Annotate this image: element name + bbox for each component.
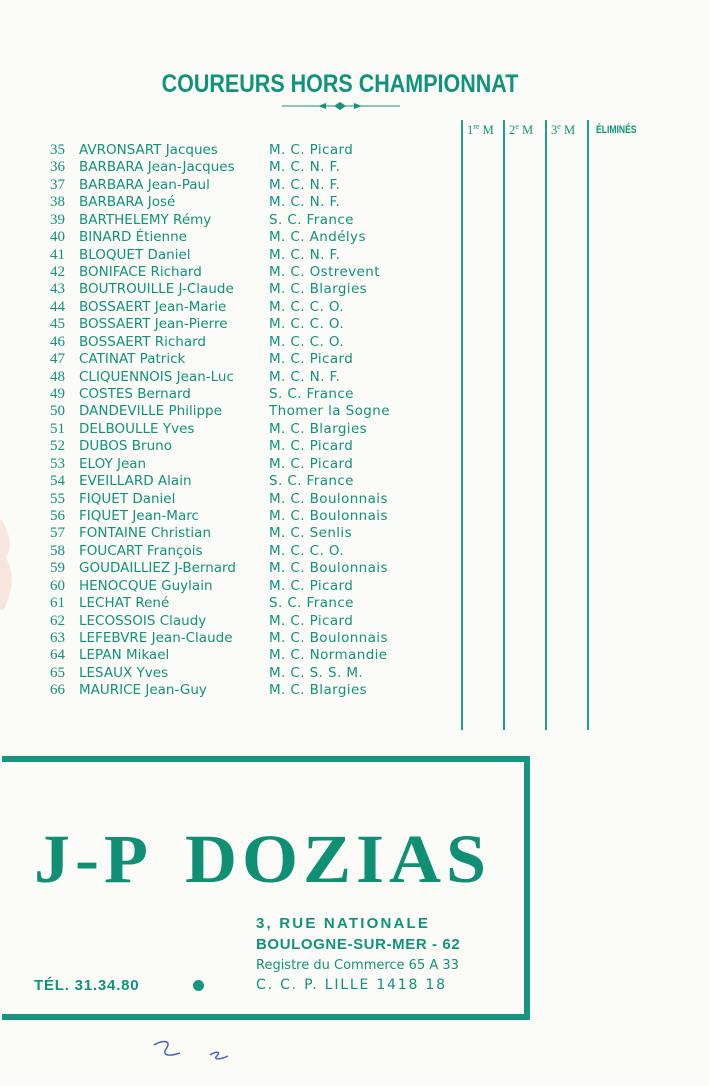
rider-name: EVEILLARD Alain bbox=[79, 473, 192, 490]
rider-number: 42 bbox=[50, 264, 65, 280]
rider-club: M. C. N. F. bbox=[269, 159, 341, 176]
rider-club: M. C. N. F. bbox=[269, 246, 341, 263]
advertiser-postal-account: C. C. P. LILLE 1418 18 bbox=[256, 977, 447, 993]
rider-number: 38 bbox=[50, 194, 65, 211]
rider-name: FONTAINE Christian bbox=[79, 525, 212, 542]
rider-number: 65 bbox=[50, 664, 65, 681]
rider-name: FOUCART François bbox=[79, 542, 203, 559]
rider-club: Thomer la Sogne bbox=[269, 403, 390, 420]
rider-number: 47 bbox=[50, 351, 65, 368]
rider-number: 41 bbox=[50, 246, 65, 263]
rider-number: 51 bbox=[50, 420, 65, 437]
rider-name: BOSSAERT Richard bbox=[79, 333, 207, 350]
rider-name: LECHAT René bbox=[79, 595, 170, 612]
rider-club: M. C. Blargies bbox=[269, 281, 368, 298]
rider-number: 46 bbox=[50, 333, 65, 350]
rider-number: 63 bbox=[50, 630, 65, 647]
rider-name: DUBOS Bruno bbox=[79, 438, 172, 455]
rider-number: 40 bbox=[50, 229, 65, 246]
column-header-first-heat: 1re M bbox=[467, 122, 494, 138]
rider-number: 55 bbox=[50, 490, 65, 507]
rider-club: M. C. Boulonnais bbox=[269, 508, 388, 525]
rider-name: FIQUET Jean-Marc bbox=[79, 508, 199, 525]
rider-number: 58 bbox=[50, 542, 65, 559]
rider-number: 57 bbox=[50, 525, 65, 542]
rider-name: BLOQUET Daniel bbox=[79, 246, 191, 263]
rider-number: 60 bbox=[50, 577, 65, 594]
rider-number: 44 bbox=[50, 298, 65, 315]
rider-club: M. C. Boulonnais bbox=[269, 630, 388, 647]
rider-number: 49 bbox=[50, 386, 65, 403]
rider-name: DELBOULLE Yves bbox=[79, 420, 195, 437]
rider-name: CATINAT Patrick bbox=[79, 351, 186, 368]
rider-number: 52 bbox=[50, 438, 65, 455]
rider-club: M. C. C. O. bbox=[269, 316, 345, 333]
rider-name: LEFEBVRE Jean-Claude bbox=[79, 630, 233, 647]
title-underline-ornament bbox=[282, 100, 400, 112]
rider-number: 61 bbox=[50, 595, 65, 612]
rider-number: 37 bbox=[50, 176, 65, 193]
rider-name: ELOY Jean bbox=[79, 455, 147, 472]
advertiser-city: BOULOGNE-SUR-MER - 62 bbox=[256, 936, 461, 953]
rider-club: M. C. Picard bbox=[269, 612, 354, 629]
advertiser-street: 3, RUE NATIONALE bbox=[256, 915, 431, 932]
rider-club: S. C. France bbox=[269, 595, 354, 612]
rider-club: M. C. N. F. bbox=[269, 368, 341, 385]
paper-stain bbox=[0, 520, 22, 610]
rider-number: 64 bbox=[50, 647, 65, 664]
rider-club: M. C. Picard bbox=[269, 351, 354, 368]
page-title: COUREURS HORS CHAMPIONNAT bbox=[161, 70, 519, 98]
column-divider bbox=[503, 120, 505, 730]
rider-number: 56 bbox=[50, 508, 65, 525]
rider-club: M. C. Picard bbox=[269, 455, 354, 472]
rider-name: LECOSSOIS Claudy bbox=[79, 612, 207, 629]
rider-name: HENOCQUE Guylain bbox=[79, 577, 213, 594]
rider-name: BOUTROUILLE J-Claude bbox=[79, 281, 234, 298]
rider-club: M. C. C. O. bbox=[269, 542, 345, 559]
rider-number: 45 bbox=[50, 316, 65, 333]
rider-number: 36 bbox=[50, 159, 65, 176]
rider-name: GOUDAILLIEZ J-Bernard bbox=[79, 560, 236, 577]
column-divider bbox=[461, 120, 463, 730]
rider-club: M. C. N. F. bbox=[269, 176, 341, 193]
advertiser-phone: TÉL. 31.34.80 bbox=[34, 977, 140, 994]
rider-club: S. C. France bbox=[269, 473, 354, 490]
rider-club: M. C. Picard bbox=[269, 438, 354, 455]
column-divider bbox=[545, 120, 547, 730]
rider-name: DANDEVILLE Philippe bbox=[79, 403, 222, 420]
rider-club: M. C. Blargies bbox=[269, 682, 368, 699]
rider-name: FIQUET Daniel bbox=[79, 490, 176, 507]
rider-name: BARBARA Jean-Paul bbox=[79, 176, 210, 193]
rider-name: BINARD Étienne bbox=[79, 229, 187, 246]
advertiser-registry: Registre du Commerce 65 A 33 bbox=[256, 958, 459, 973]
column-divider bbox=[587, 120, 589, 730]
handwritten-mark bbox=[150, 1035, 240, 1065]
rider-name: BOSSAERT Jean-Marie bbox=[79, 298, 227, 315]
column-header-eliminated: ÉLIMINÉS bbox=[596, 124, 637, 136]
rider-club: M. C. Blargies bbox=[269, 420, 368, 437]
rider-club: S. C. France bbox=[269, 386, 354, 403]
advertiser-name: J-P DOZIAS bbox=[34, 821, 492, 898]
rider-name: LESAUX Yves bbox=[79, 664, 169, 681]
column-header-third-heat: 3e M bbox=[551, 122, 576, 138]
rider-club: M. C. C. O. bbox=[269, 298, 345, 315]
rider-number: 35 bbox=[50, 142, 65, 158]
rider-club: M. C. N. F. bbox=[269, 194, 341, 211]
rider-club: M. C. Senlis bbox=[269, 525, 353, 542]
rider-club: M. C. Ostrevent bbox=[269, 264, 380, 280]
rider-club: M. C. Picard bbox=[269, 577, 354, 594]
rider-club: M. C. Andélys bbox=[269, 229, 366, 246]
rider-number: 66 bbox=[50, 682, 65, 699]
rider-number: 62 bbox=[50, 612, 65, 629]
rider-name: BARTHELEMY Rémy bbox=[79, 211, 212, 228]
rider-number: 43 bbox=[50, 281, 65, 298]
rider-number: 53 bbox=[50, 455, 65, 472]
rider-number: 54 bbox=[50, 473, 65, 490]
rider-club: M. C. Picard bbox=[269, 142, 354, 158]
rider-club: M. C. Boulonnais bbox=[269, 560, 388, 577]
rider-name: LEPAN Mikael bbox=[79, 647, 170, 664]
rider-club: M. C. Normandie bbox=[269, 647, 388, 664]
rider-name: BARBARA José bbox=[79, 194, 176, 211]
rider-name: COSTES Bernard bbox=[79, 386, 191, 403]
rider-name: CLIQUENNOIS Jean-Luc bbox=[79, 368, 234, 385]
rider-number: 48 bbox=[50, 368, 65, 385]
rider-club: M. C. S. S. M. bbox=[269, 664, 364, 681]
rider-club: M. C. Boulonnais bbox=[269, 490, 388, 507]
rider-name: AVRONSART Jacques bbox=[79, 142, 218, 158]
rider-name: BONIFACE Richard bbox=[79, 264, 202, 280]
rider-number: 59 bbox=[50, 560, 65, 577]
rider-club: M. C. C. O. bbox=[269, 333, 345, 350]
rider-name: BARBARA Jean-Jacques bbox=[79, 159, 235, 176]
rider-club: S. C. France bbox=[269, 211, 354, 228]
rider-name: MAURICE Jean-Guy bbox=[79, 682, 207, 699]
rider-number: 39 bbox=[50, 211, 65, 228]
column-header-second-heat: 2e M bbox=[509, 122, 534, 138]
rider-number: 50 bbox=[50, 403, 65, 420]
rider-name: BOSSAERT Jean-Pierre bbox=[79, 316, 228, 333]
bullet-dot bbox=[193, 980, 204, 991]
